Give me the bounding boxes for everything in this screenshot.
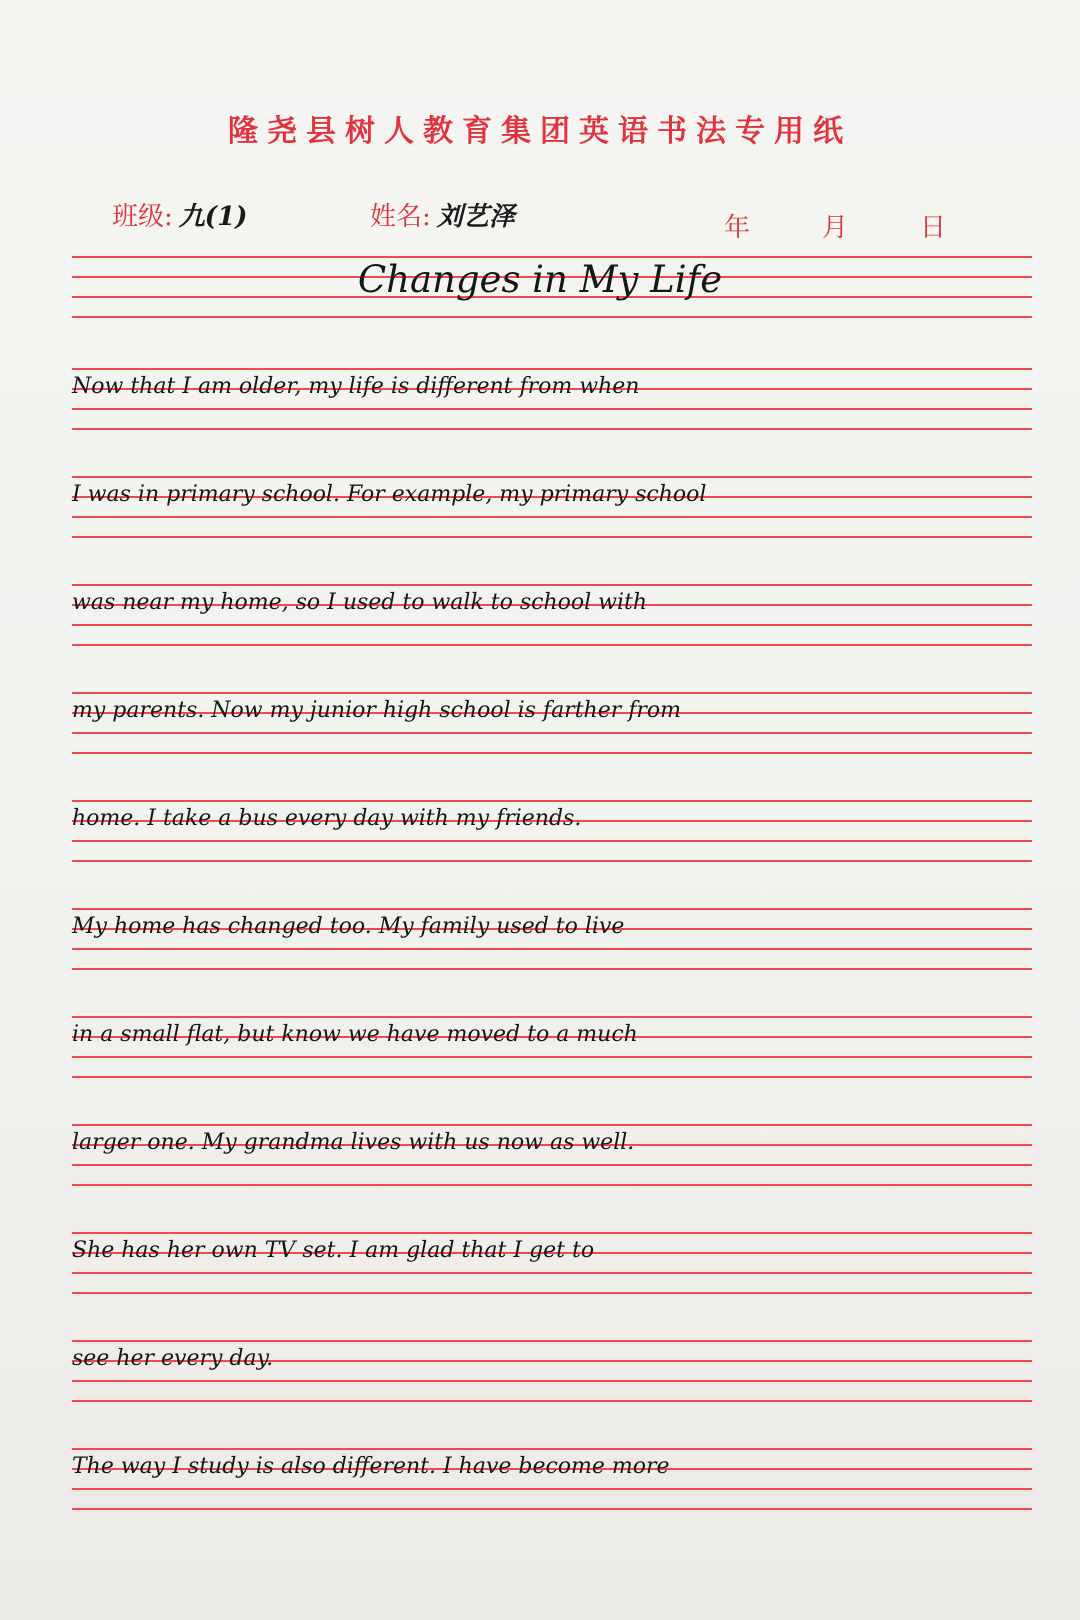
name-label: 姓名: [370, 202, 431, 232]
essay-line: larger one. My grandma lives with us now as well. [72, 1130, 635, 1155]
name-field [370, 196, 515, 233]
essay-line: Now that I am older, my life is different from when [72, 374, 640, 399]
essay-line: my parents. Now my junior high school is farther from [72, 698, 682, 723]
class-value: 九(1) [178, 202, 248, 232]
essay-line: see her every day. [72, 1346, 274, 1371]
day-label: 日 [920, 213, 947, 243]
month-label: 月 [822, 213, 849, 243]
essay-line: in a small flat, but know we have moved to a much [72, 1022, 638, 1047]
paper-header-title: 隆尧县树人教育集团英语书法专用纸 [228, 114, 852, 149]
class-label: 班级: [112, 202, 173, 232]
essay-line: She has her own TV set. I am glad that I get to [72, 1238, 595, 1263]
essay-line: was near my home, so I used to walk to school with [72, 590, 648, 615]
essay-line: home. I take a bus every day with my friends. [72, 806, 582, 831]
name-value: 刘艺泽 [436, 202, 515, 232]
class-field [112, 196, 247, 233]
essay-title: Changes in My Life [357, 258, 723, 301]
essay-line: The way I study is also different. I have become more [72, 1454, 670, 1479]
essay-line: I was in primary school. For example, my primary school [72, 482, 707, 507]
essay-line: My home has changed too. My family used to live [72, 914, 625, 939]
year-label: 年 [724, 213, 751, 243]
